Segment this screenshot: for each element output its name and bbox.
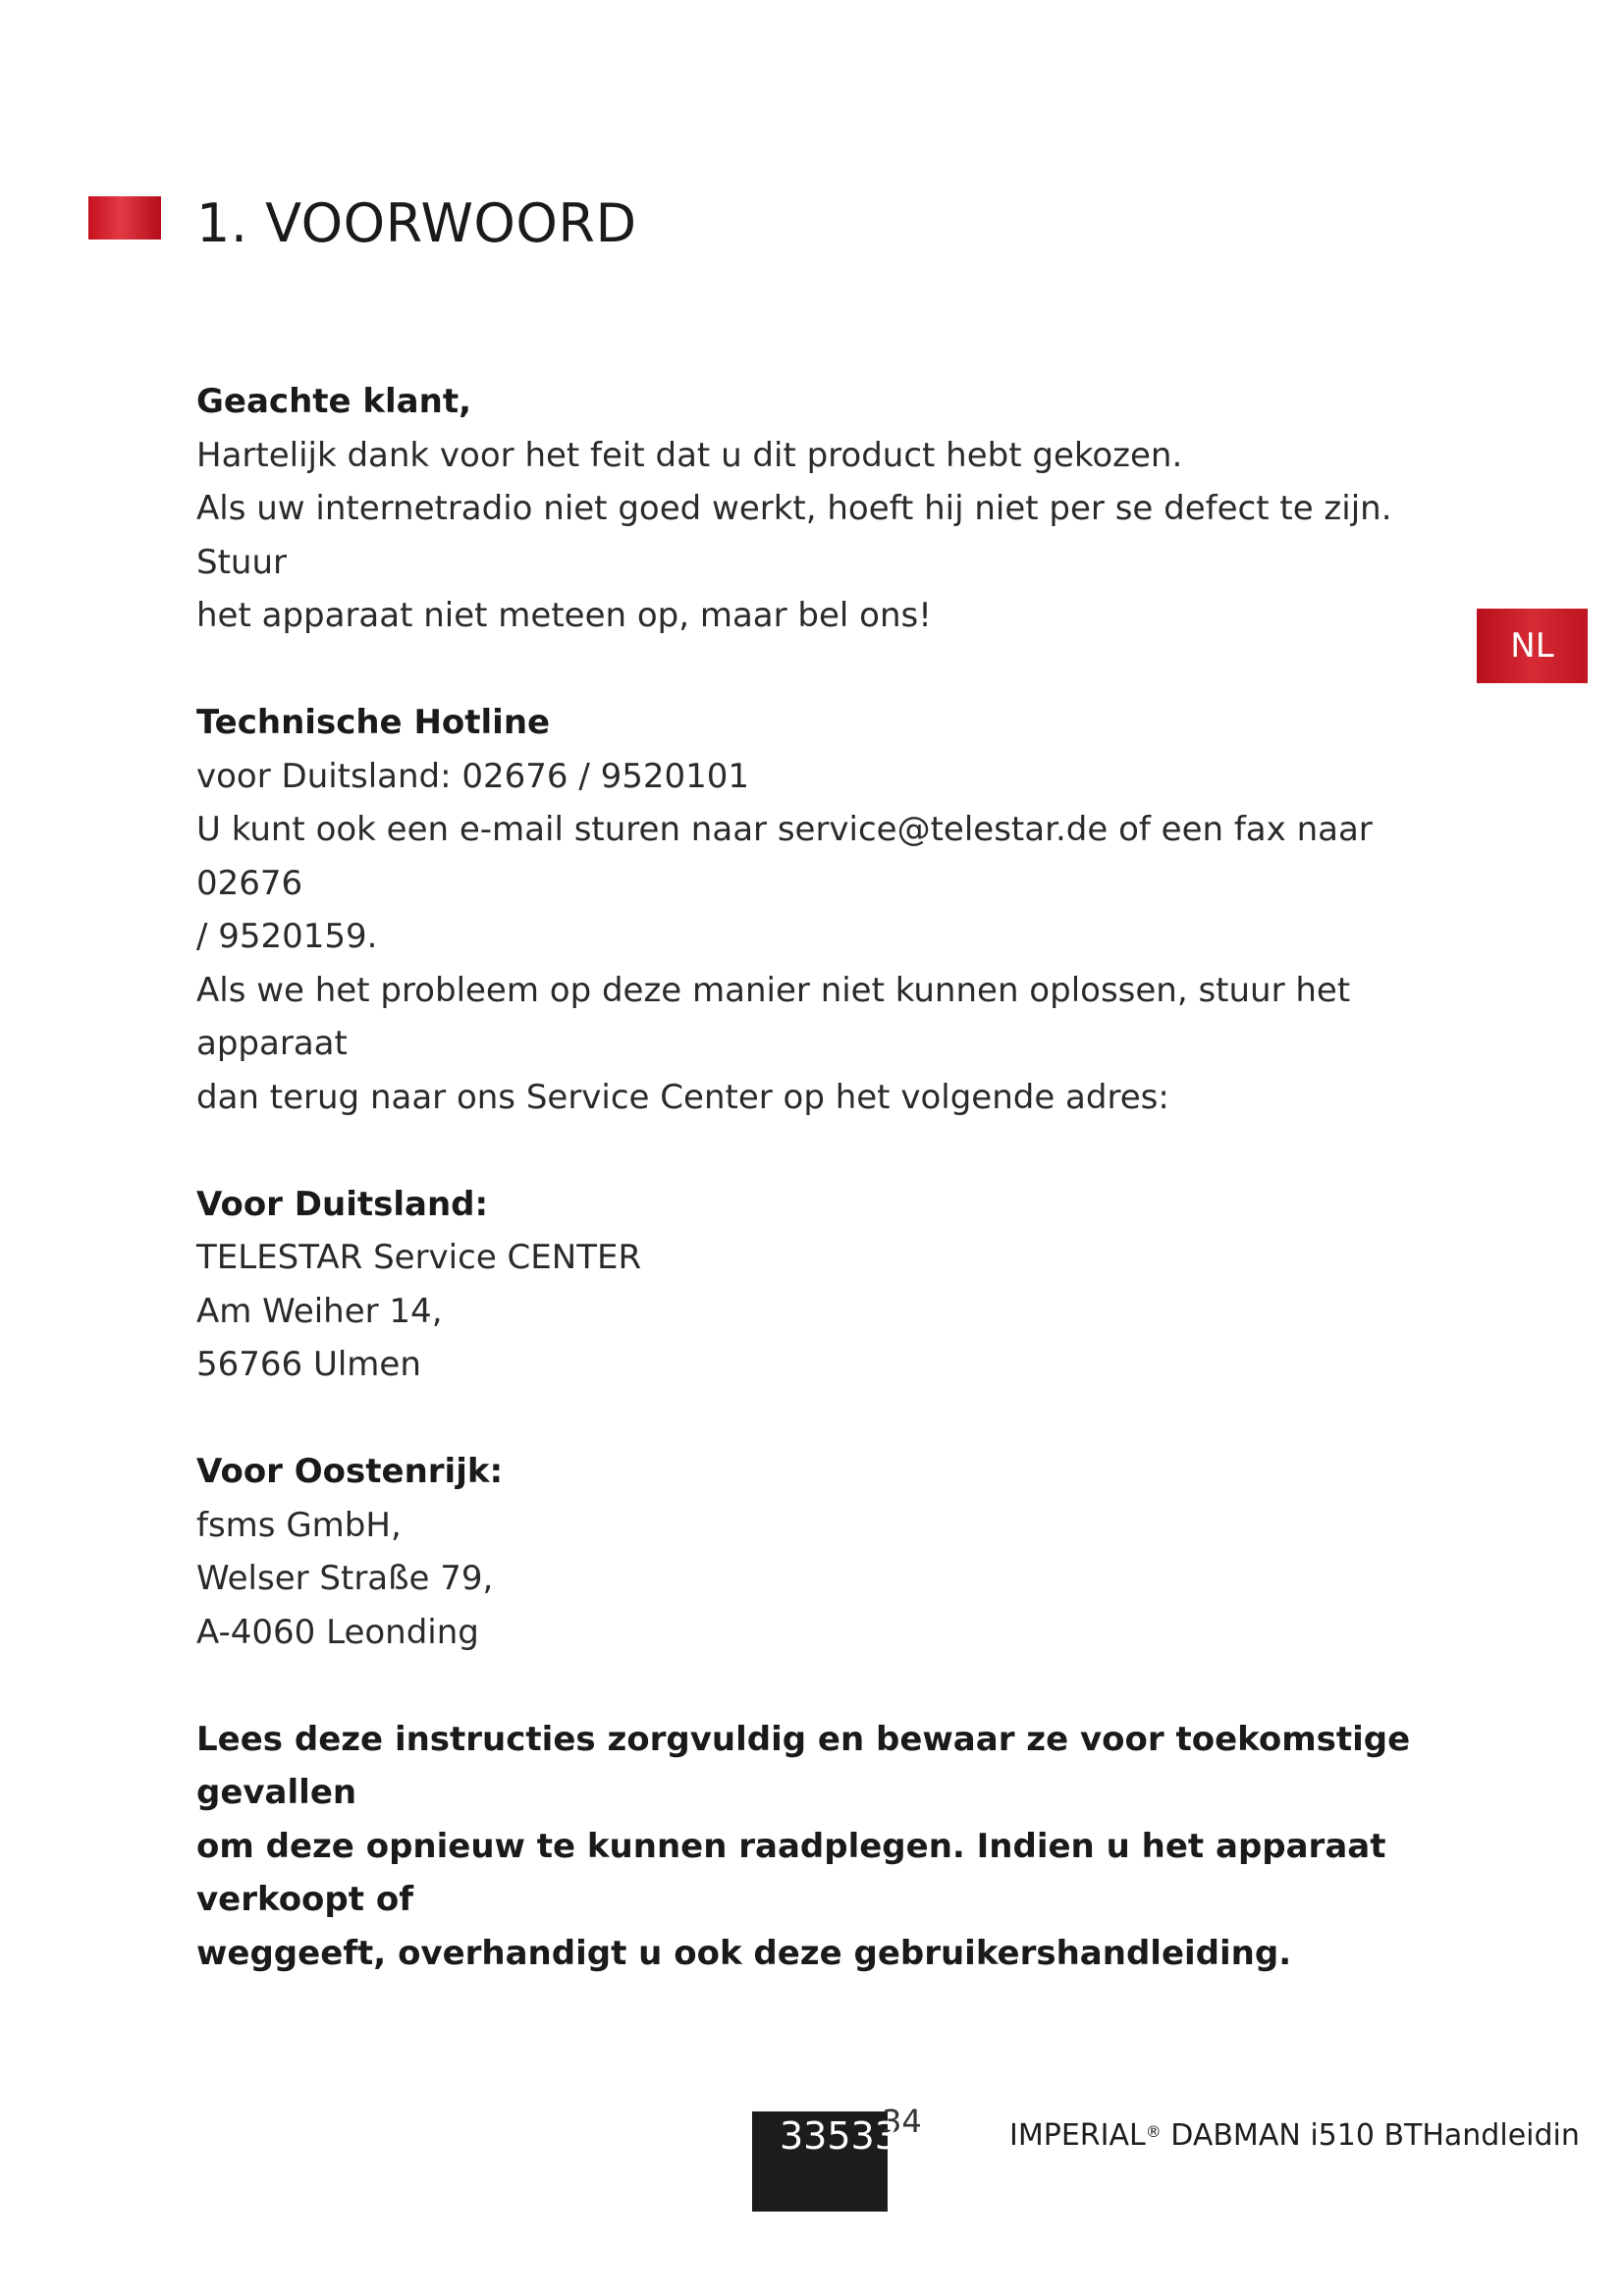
- hotline-number: voor Duitsland: 02676 / 9520101: [196, 756, 750, 796]
- hotline-heading: Technische Hotline: [196, 703, 551, 742]
- footer-product-title: [1009, 2118, 1580, 2154]
- address-line: Am Weiher 14,: [196, 1291, 443, 1331]
- section-marker: [88, 196, 161, 240]
- page-title: 1. VOORWOORD: [196, 192, 637, 254]
- advice-line: Als uw internetradio niet goed werkt, hoeft hij niet per se defect te zijn. Stuur: [196, 489, 1392, 582]
- address-line: Welser Straße 79,: [196, 1559, 494, 1598]
- address-line: 56766 Ulmen: [196, 1345, 421, 1384]
- document-body: [196, 375, 1448, 1980]
- language-tab[interactable]: NL: [1477, 609, 1588, 683]
- thanks-text: Hartelijk dank voor het feit dat u dit product hebt gekozen.: [196, 435, 1183, 475]
- footer-brand: IMPERIAL: [1009, 2118, 1146, 2153]
- registered-mark: ®: [1145, 2122, 1162, 2141]
- germany-heading: Voor Duitsland:: [196, 1184, 489, 1224]
- footer-product: DABMAN i510 BTHandleidin: [1161, 2118, 1580, 2153]
- service-line: Als we het probleem op deze manier niet kunnen oplossen, stuur het apparaat: [196, 970, 1351, 1063]
- advice-line: het apparaat niet meteen op, maar bel ons!: [196, 596, 932, 635]
- address-line: A-4060 Leonding: [196, 1612, 479, 1652]
- closing-line: weggeeft, overhandigt u ook deze gebruikershandleiding.: [196, 1933, 1292, 1973]
- email-line: / 9520159.: [196, 917, 378, 956]
- service-line: dan terug naar ons Service Center op het volgende adres:: [196, 1077, 1169, 1117]
- page-number: 33533: [780, 2114, 898, 2158]
- austria-heading: Voor Oostenrijk:: [196, 1452, 504, 1491]
- closing-line: Lees deze instructies zorgvuldig en bewaar ze voor toekomstige gevallen: [196, 1719, 1411, 1812]
- closing-line: om deze opnieuw te kunnen raadplegen. Indien u het apparaat verkoopt of: [196, 1826, 1386, 1919]
- address-line: TELESTAR Service CENTER: [196, 1238, 642, 1277]
- address-line: fsms GmbH,: [196, 1505, 402, 1545]
- email-line: U kunt ook een e-mail sturen naar service@telestar.de of een fax naar 02676: [196, 810, 1373, 903]
- greeting: Geachte klant,: [196, 382, 472, 421]
- page-number-overlap: 34: [882, 2103, 922, 2140]
